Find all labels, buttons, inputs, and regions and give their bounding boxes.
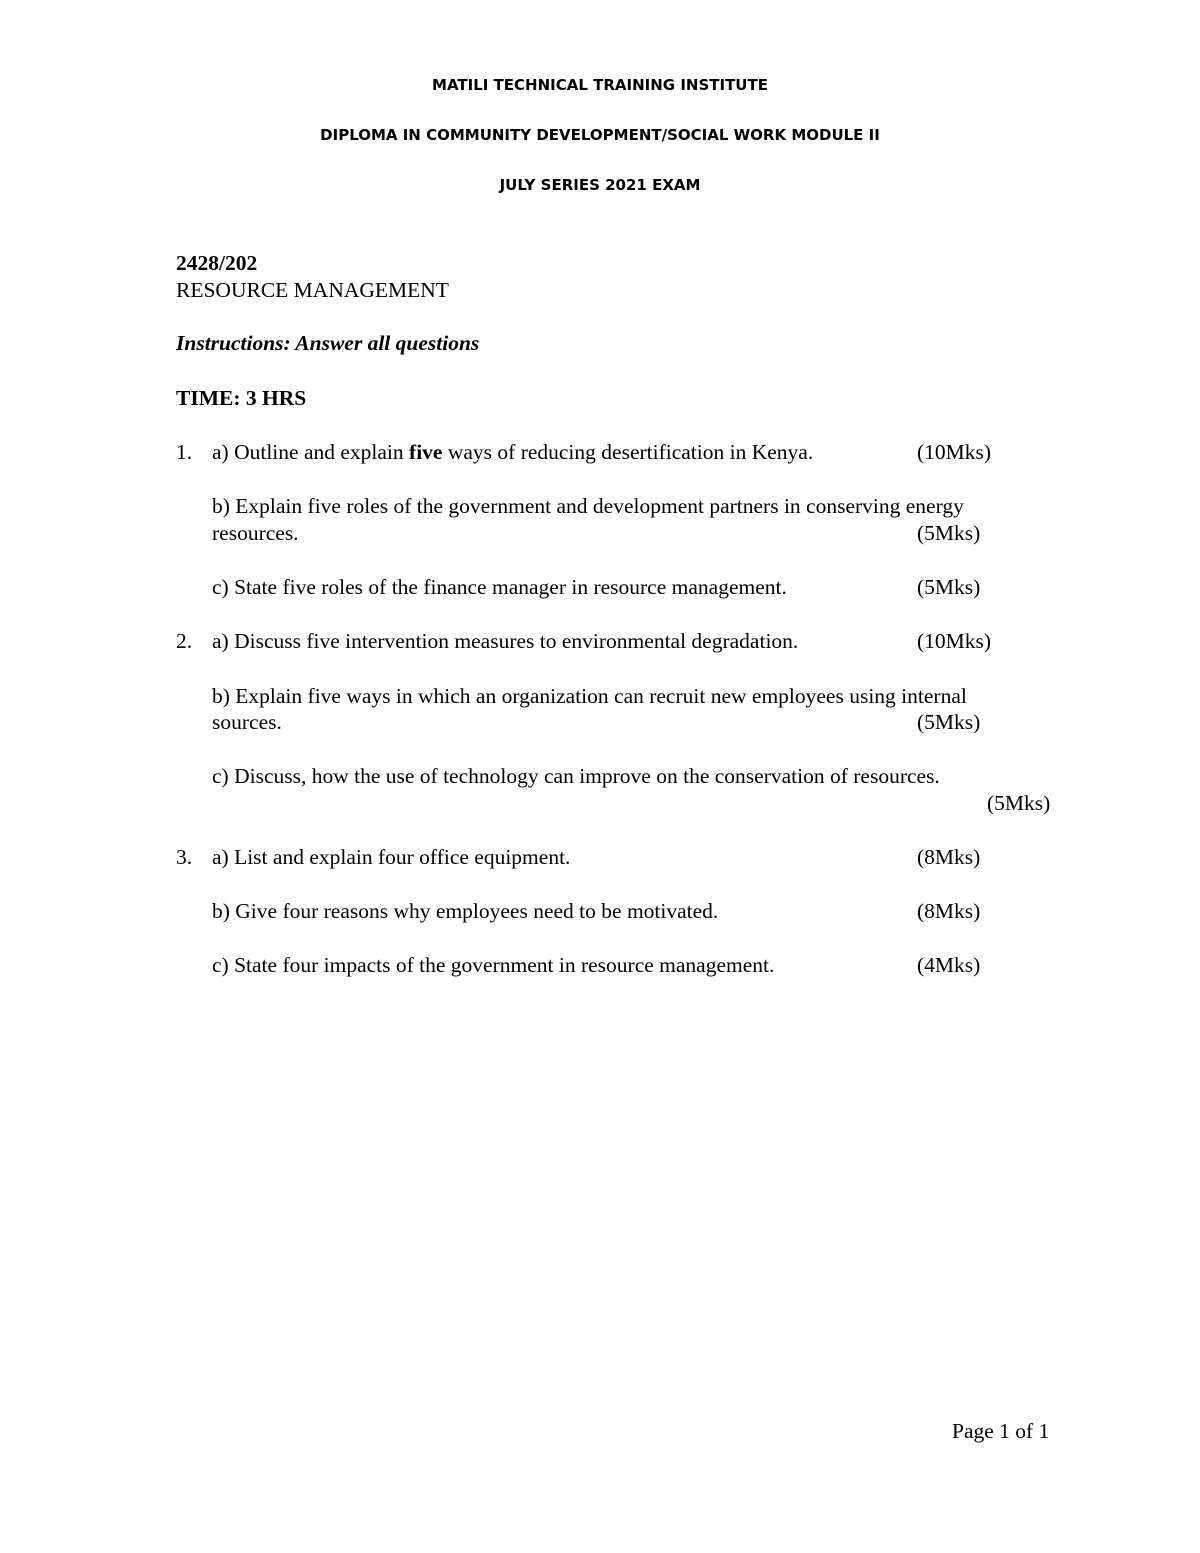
question-1a [212, 440, 813, 465]
question-3b: b) Give four reasons why employees need to be motivated. [212, 899, 719, 923]
question-1b-marks: (5Mks) [917, 521, 981, 545]
question-number-3: 3. [176, 845, 193, 869]
question-3c-marks: (4Mks) [917, 953, 981, 977]
exam-series: JULY SERIES 2021 EXAM [499, 176, 701, 194]
question-1b-line1: b) Explain five roles of the government and development partners in conserving energy [212, 494, 964, 518]
question-2c-line1: c) Discuss, how the use of technology can improve on the conservation of resources. [212, 764, 940, 788]
question-2a: a) Discuss five intervention measures to environmental degradation. [212, 629, 799, 653]
page-number: Page 1 of 1 [952, 1419, 1050, 1443]
question-2a-marks: (10Mks) [917, 629, 992, 653]
question-2b-line2: sources. [212, 710, 282, 734]
question-1a-text-end: ways of reducing desertification in Kenya. [442, 440, 814, 464]
institute-name: MATILI TECHNICAL TRAINING INSTITUTE [432, 76, 768, 94]
question-2b-marks: (5Mks) [917, 710, 981, 734]
question-number-1: 1. [176, 440, 193, 464]
question-2b-line1: b) Explain five ways in which an organization can recruit new employees using internal [212, 684, 967, 708]
question-3c: c) State four impacts of the government in resource management. [212, 953, 775, 977]
program-title: DIPLOMA IN COMMUNITY DEVELOPMENT/SOCIAL WORK MODULE II [320, 126, 880, 144]
question-1c-marks: (5Mks) [917, 575, 981, 599]
paper-code: 2428/202 [176, 251, 258, 275]
question-1a-emphasis: five [409, 440, 443, 464]
instructions: Instructions: Answer all questions [176, 331, 480, 355]
question-1b-line2: resources. [212, 521, 299, 545]
question-number-2: 2. [176, 629, 193, 653]
question-1a-text-start: a) Outline and explain [212, 440, 410, 464]
question-3a-marks: (8Mks) [917, 845, 981, 869]
exam-time: TIME: 3 HRS [176, 386, 307, 410]
question-3b-marks: (8Mks) [917, 899, 981, 923]
question-1c: c) State five roles of the finance manager in resource management. [212, 575, 787, 599]
paper-title: RESOURCE MANAGEMENT [176, 278, 449, 302]
question-3a: a) List and explain four office equipment. [212, 845, 571, 869]
question-2c-marks: (5Mks) [987, 791, 1051, 815]
question-1a-marks: (10Mks) [917, 440, 992, 464]
